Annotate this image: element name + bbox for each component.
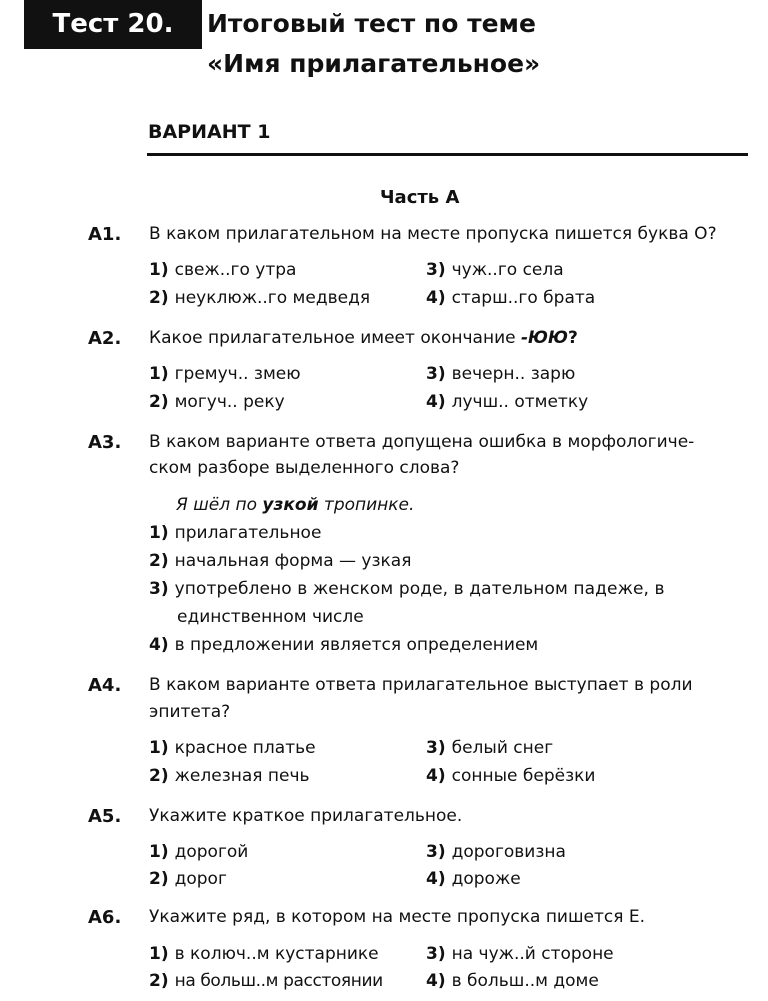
option-item — [426, 842, 566, 862]
option-text: дорогой — [174, 842, 249, 862]
option-number: 2) — [149, 971, 169, 991]
option-item — [149, 738, 316, 758]
option-number: 1) — [149, 260, 169, 280]
option-text: дороговизна — [451, 842, 566, 862]
option-number: 2) — [149, 551, 169, 571]
option-text: в предложении является определением — [174, 635, 539, 655]
option-text-continuation: единственном числе — [177, 607, 364, 627]
option-text: старш..го брата — [451, 288, 596, 308]
test-number-badge: Тест 20. — [24, 0, 202, 49]
option-number: 3) — [426, 842, 446, 862]
option-item — [149, 523, 321, 543]
question-number: А5. — [88, 806, 122, 827]
option-item — [149, 288, 370, 308]
option-number: 3) — [426, 738, 446, 758]
option-item — [426, 738, 553, 758]
option-number: 4) — [149, 635, 169, 655]
option-item — [149, 766, 310, 786]
question-text: Укажите ряд, в котором на месте пропуска пишется Е. — [149, 907, 646, 927]
option-item — [149, 551, 411, 571]
option-text: на чуж..й стороне — [451, 944, 614, 964]
option-number: 2) — [149, 766, 169, 786]
option-text: красное платье — [174, 738, 316, 758]
question-number: А6. — [88, 907, 122, 928]
question-text: Укажите краткое прилагательное. — [149, 806, 463, 826]
option-item — [426, 392, 588, 412]
option-text: вечерн.. зарю — [451, 364, 576, 384]
option-text: лучш.. отметку — [451, 392, 589, 412]
option-text: неуклюж..го медведя — [174, 288, 371, 308]
variant-heading: ВАРИАНТ 1 — [148, 121, 271, 143]
question-number: А2. — [88, 328, 122, 349]
option-text: сонные берёзки — [451, 766, 596, 786]
option-text: в колюч..м кустарнике — [174, 944, 379, 964]
question-text-line-1: В каком варианте ответа прилагательное выступает в роли — [149, 675, 693, 695]
option-number: 1) — [149, 738, 169, 758]
option-item — [149, 944, 379, 964]
option-item — [426, 766, 595, 786]
option-number: 1) — [149, 944, 169, 964]
option-text: могуч.. реку — [174, 392, 285, 412]
option-number: 1) — [149, 523, 169, 543]
option-text: употреблено в женском роде, в дательном падеже, в — [174, 579, 665, 599]
question-text: В каком прилагательном на месте пропуска пишется буква О? — [149, 224, 717, 244]
option-number: 4) — [426, 971, 446, 991]
option-number: 2) — [149, 392, 169, 412]
option-item — [149, 260, 296, 280]
question-text-part: Какое прилагательное имеет окончание — [149, 328, 521, 348]
question-number: А3. — [88, 432, 122, 453]
option-number: 3) — [426, 944, 446, 964]
question-mark: ? — [567, 328, 578, 348]
ending-highlight: -ЮЮ — [521, 328, 568, 348]
option-text: дороже — [451, 869, 521, 889]
option-item — [149, 579, 665, 599]
option-text: гремуч.. змею — [174, 364, 301, 384]
question-text — [149, 328, 578, 348]
option-text: в больш..м доме — [451, 971, 599, 991]
option-number: 1) — [149, 842, 169, 862]
option-number: 4) — [426, 392, 446, 412]
option-text: железная печь — [174, 766, 310, 786]
highlighted-word: узкой — [262, 495, 319, 515]
title-line-1: Итоговый тест по теме — [207, 9, 536, 38]
example-text: тропинке. — [318, 495, 415, 515]
option-item — [149, 971, 383, 991]
option-item — [426, 971, 599, 991]
option-item — [149, 842, 248, 862]
option-item — [426, 944, 614, 964]
question-text-line-2: эпитета? — [149, 702, 231, 722]
option-item — [149, 635, 538, 655]
question-number: А1. — [88, 224, 122, 245]
option-number: 2) — [149, 288, 169, 308]
option-number: 3) — [426, 260, 446, 280]
option-number: 1) — [149, 364, 169, 384]
example-sentence — [176, 495, 414, 515]
title-line-2: «Имя прилагательное» — [207, 49, 541, 78]
option-number: 4) — [426, 288, 446, 308]
option-item — [149, 392, 285, 412]
option-item — [149, 869, 227, 889]
divider-rule — [147, 153, 748, 156]
option-item — [149, 364, 301, 384]
option-text: дорог — [174, 869, 227, 889]
question-text-line-2: ском разборе выделенного слова? — [149, 458, 460, 478]
option-item — [426, 869, 521, 889]
option-number: 4) — [426, 766, 446, 786]
option-number: 4) — [426, 869, 446, 889]
option-text: чуж..го села — [451, 260, 564, 280]
question-number: А4. — [88, 675, 122, 696]
part-heading: Часть А — [380, 187, 460, 208]
question-text-line-1: В каком варианте ответа допущена ошибка в морфологиче- — [149, 432, 695, 452]
option-text: свеж..го утра — [174, 260, 297, 280]
option-text: начальная форма — узкая — [174, 551, 412, 571]
option-text: на больш..м расстоянии — [174, 971, 383, 991]
option-item — [426, 260, 564, 280]
example-text: Я шёл по — [176, 495, 263, 515]
option-number: 3) — [426, 364, 446, 384]
option-item — [426, 364, 575, 384]
option-text: белый снег — [451, 738, 554, 758]
option-number: 3) — [149, 579, 169, 599]
option-item — [426, 288, 595, 308]
option-number: 2) — [149, 869, 169, 889]
option-text: прилагательное — [174, 523, 322, 543]
